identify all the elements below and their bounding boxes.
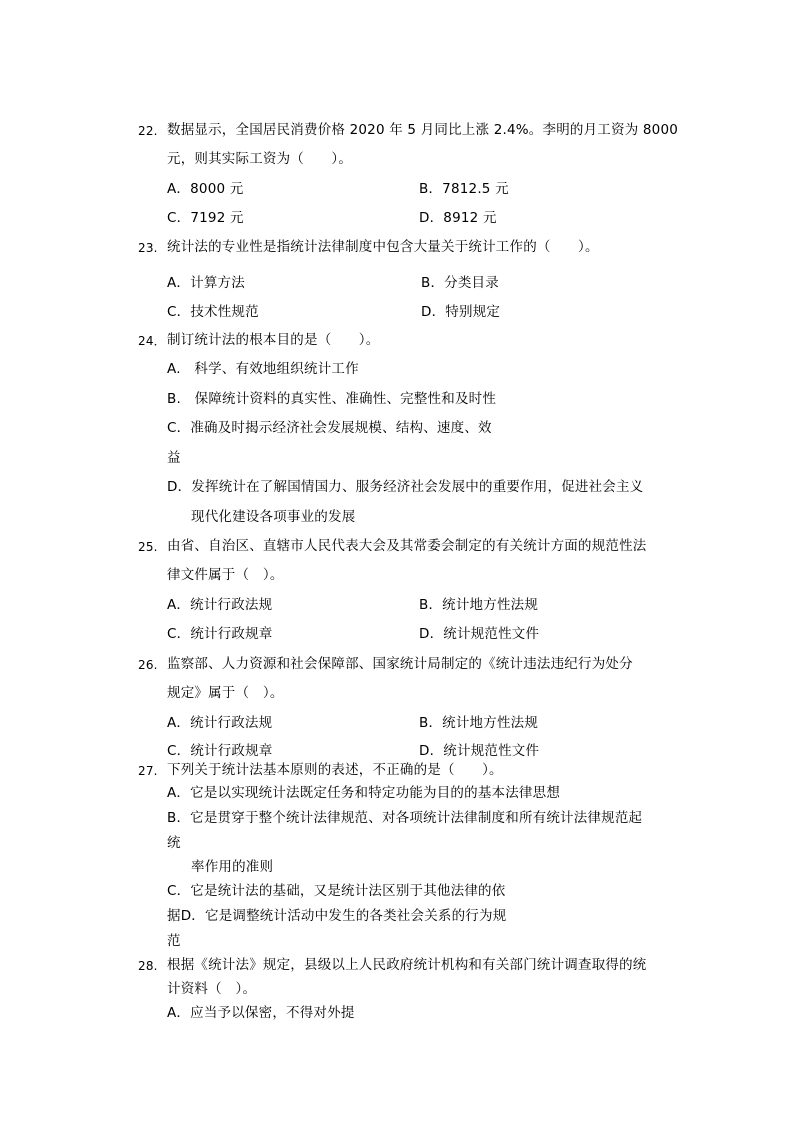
question-24-option-b: B. 保障统计资料的真实性、准确性、完整性和及时性: [167, 391, 497, 407]
question-26-stem: 监察部、人力资源和社会保障部、国家统计局制定的《统计违法违纪行为处分: [167, 656, 633, 672]
question-22-option-c: C．7192 元: [167, 210, 244, 226]
question-27-option-b-cont2: 率作用的准则: [191, 859, 274, 875]
question-26-stem-cont: 规定》属于（ ）。: [167, 685, 284, 701]
question-23-option-b: B．分类目录: [421, 275, 499, 291]
question-24-option-c-cont: 益: [167, 450, 181, 466]
question-25-option-b: B．统计地方性法规: [419, 597, 539, 613]
question-22-option-d: D．8912 元: [419, 210, 497, 226]
question-22-number: 22.: [138, 124, 158, 138]
question-22-option-a: A．8000 元: [167, 181, 244, 197]
question-24-option-d: D．发挥统计在了解国情国力、服务经济社会发展中的重要作用，促进社会主义: [167, 479, 644, 495]
question-23-stem: 统计法的专业性是指统计法律制度中包含大量关于统计工作的（ ）。: [167, 239, 599, 255]
question-27-number: 27.: [138, 764, 158, 778]
question-27-option-b: B．它是贯穿于整个统计法律规范、对各项统计法律制度和所有统计法律规范起: [167, 810, 643, 826]
question-28-stem-cont: 计资料（ ）。: [167, 981, 257, 997]
question-23-option-c: C．技术性规范: [167, 304, 259, 320]
question-27-option-b-cont: 统: [167, 835, 181, 851]
question-25-stem: 由省、自治区、直辖市人民代表大会及其常委会制定的有关统计方面的规范性法: [167, 538, 647, 554]
question-25-option-c: C．统计行政规章: [167, 626, 273, 642]
question-25-number: 25.: [138, 540, 158, 554]
question-22-stem: 数据显示，全国居民消费价格 2020 年 5 月同比上涨 2.4%。李明的月工资为 8000: [167, 122, 679, 138]
question-22-option-b: B．7812.5 元: [419, 181, 509, 197]
question-26-number: 26.: [138, 658, 158, 672]
question-26-option-d: D．统计规范性文件: [419, 743, 540, 759]
question-27-option-a: A．它是以实现统计法既定任务和特定功能为目的的基本法律思想: [167, 785, 561, 801]
question-27-option-d-cont: 范: [167, 933, 181, 949]
question-26-option-b: B．统计地方性法规: [419, 715, 539, 731]
question-23-option-d: D．特别规定: [421, 304, 501, 320]
question-27-option-c: C．它是统计法的基础，又是统计法区别于其他法律的依: [167, 883, 506, 899]
question-26-option-c: C．统计行政规章: [167, 743, 273, 759]
question-24-stem: 制订统计法的根本目的是（ ）。: [167, 332, 380, 348]
question-24-option-c: C．准确及时揭示经济社会发展规模、结构、速度、效: [167, 420, 492, 436]
question-27-option-c-cont: 据D．它是调整统计活动中发生的各类社会关系的行为规: [167, 908, 507, 924]
question-27-stem: 下列关于统计法基本原则的表述，不正确的是（ ）。: [167, 762, 503, 778]
question-24-option-d-cont: 现代化建设各项事业的发展: [191, 509, 356, 525]
question-28-number: 28.: [138, 959, 158, 973]
question-25-stem-cont: 律文件属于（ ）。: [167, 567, 284, 583]
question-25-option-a: A．统计行政法规: [167, 597, 273, 613]
question-26-option-a: A．统计行政法规: [167, 715, 273, 731]
question-23-number: 23.: [138, 241, 158, 255]
question-24-option-a: A. 科学、有效地组织统计工作: [167, 361, 359, 377]
question-22-stem-cont: 元，则其实际工资为（ ）。: [167, 151, 353, 167]
question-28-stem: 根据《统计法》规定，县级以上人民政府统计机构和有关部门统计调查取得的统: [167, 957, 647, 973]
question-24-number: 24．: [138, 334, 166, 348]
question-23-option-a: A．计算方法: [167, 275, 245, 291]
question-28-option-a: A．应当予以保密，不得对外提: [167, 1005, 355, 1021]
question-25-option-d: D．统计规范性文件: [419, 626, 540, 642]
